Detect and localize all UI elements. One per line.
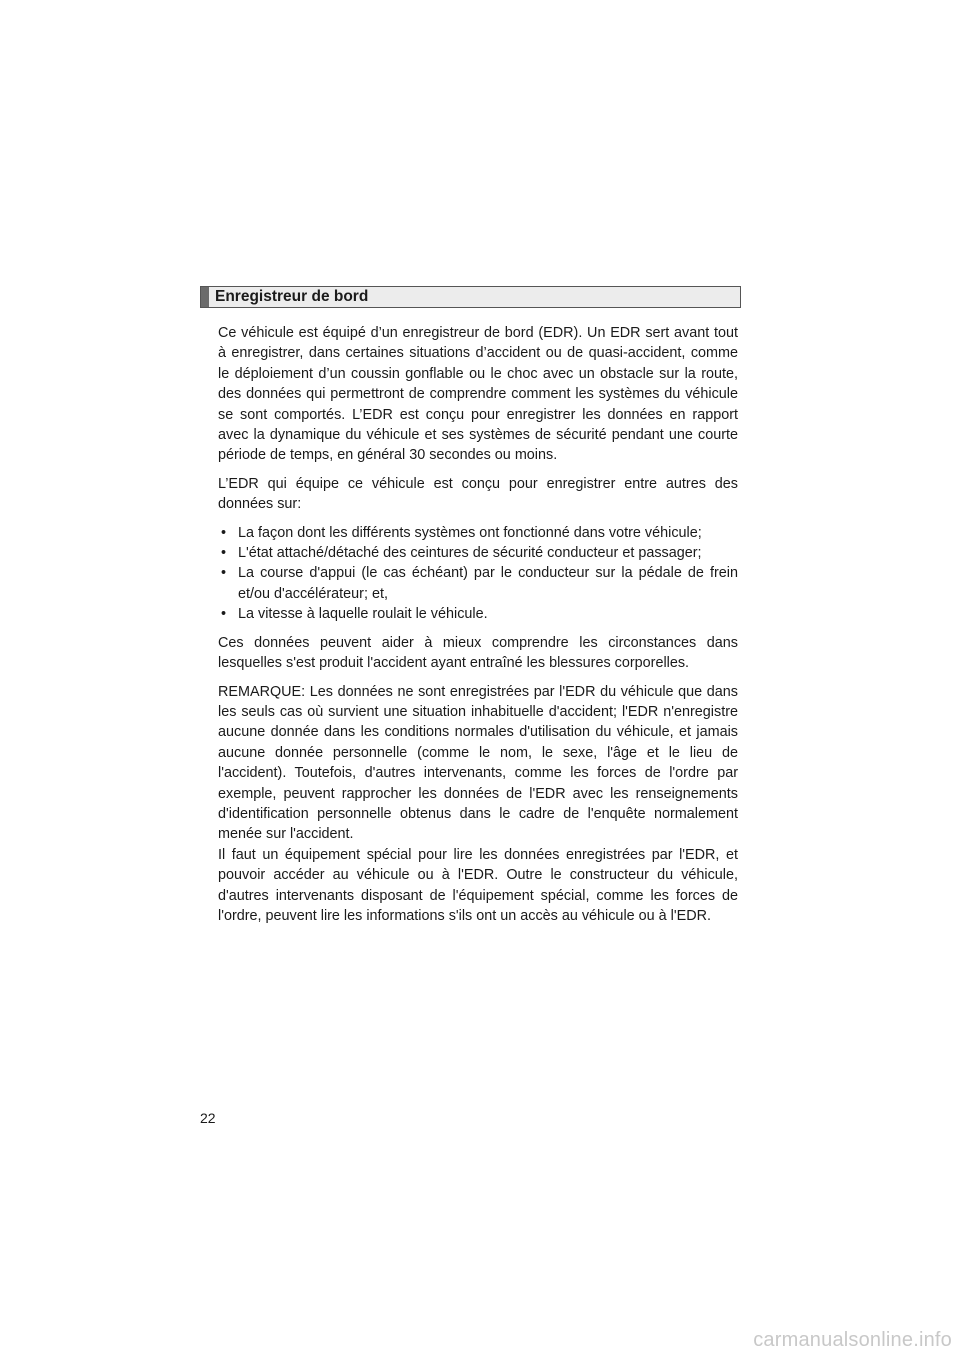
- paragraph-remark: REMARQUE: Les données ne sont enregistrées par l'EDR du véhicule que dans les seuls cas où survient une situation inhabituelle d'accident; l'EDR n'enregistre aucune donnée dans les conditions normales d'utilisation du véhicule, et jamais aucune donnée personnelle (comme le nom, le sexe, l'âge et le lieu de l'accident). Toutefois, d'autres intervenants, comme les forces de l'ordre par exemple, peuvent rapprocher les données de l'EDR avec les renseignements d'identification personnelle obtenus dans le cadre de l'enquête normalement menée sur l'accident.: [218, 683, 738, 843]
- paragraph-intro: Ce véhicule est équipé d’un enregistreur de bord (EDR). Un EDR sert avant tout à enregistrer, dans certaines situations d’accident ou de quasi-accident, comme le déploiement d’un coussin gonflable ou le choc avec un obstacle sur la route, des données qui permettront de comprendre comment les systèmes du véhicule se sont comportés. L’EDR est conçu pour enregistrer les données en rapport avec la dynamique du véhicule et ses systèmes de sécurité pendant une courte période de temps, en général 30 secondes ou moins.: [218, 325, 738, 464]
- section-title: Enregistreur de bord: [215, 288, 369, 305]
- page-number: 22: [200, 1110, 216, 1126]
- bullet-marker: •: [221, 524, 227, 541]
- list-item: • La vitesse à laquelle roulait le véhicule.: [218, 604, 738, 624]
- list-item: • L'état attaché/détaché des ceintures de sécurité conducteur et passager;: [218, 543, 738, 563]
- section-header-accent-bar: [201, 287, 209, 307]
- bullet-marker: •: [221, 545, 227, 562]
- paragraph-edr-data: L’EDR qui équipe ce véhicule est conçu pour enregistrer entre autres des données sur:: [218, 475, 738, 513]
- list-item: • La course d'appui (le cas échéant) par le conducteur sur la pédale de frein et/ou d'accélérateur; et,: [221, 565, 738, 602]
- paragraph-equipment: Il faut un équipement spécial pour lire les données enregistrées par l'EDR, et pouvoir accéder au véhicule ou à l'EDR. Outre le constructeur du véhicule, d'autres intervenants disposant de l'équipement spécial, comme les forces de l'ordre, peuvent lire les informations s'ils ont un accès au véhicule ou à l'EDR.: [218, 846, 738, 924]
- list-item: • La façon dont les différents systèmes ont fonctionné dans votre véhicule;: [218, 523, 738, 543]
- body-text: [218, 323, 738, 934]
- watermark: carmanualsonline.info: [753, 1329, 952, 1351]
- bullet-marker: •: [221, 606, 227, 623]
- paragraph-circumstances: Ces données peuvent aider à mieux comprendre les circonstances dans lesquelles s'est produit l'accident ayant entraîné les blessures corporelles.: [218, 634, 738, 672]
- bullet-list: [218, 523, 738, 625]
- bullet-marker: •: [221, 565, 227, 582]
- section-header: [200, 286, 741, 308]
